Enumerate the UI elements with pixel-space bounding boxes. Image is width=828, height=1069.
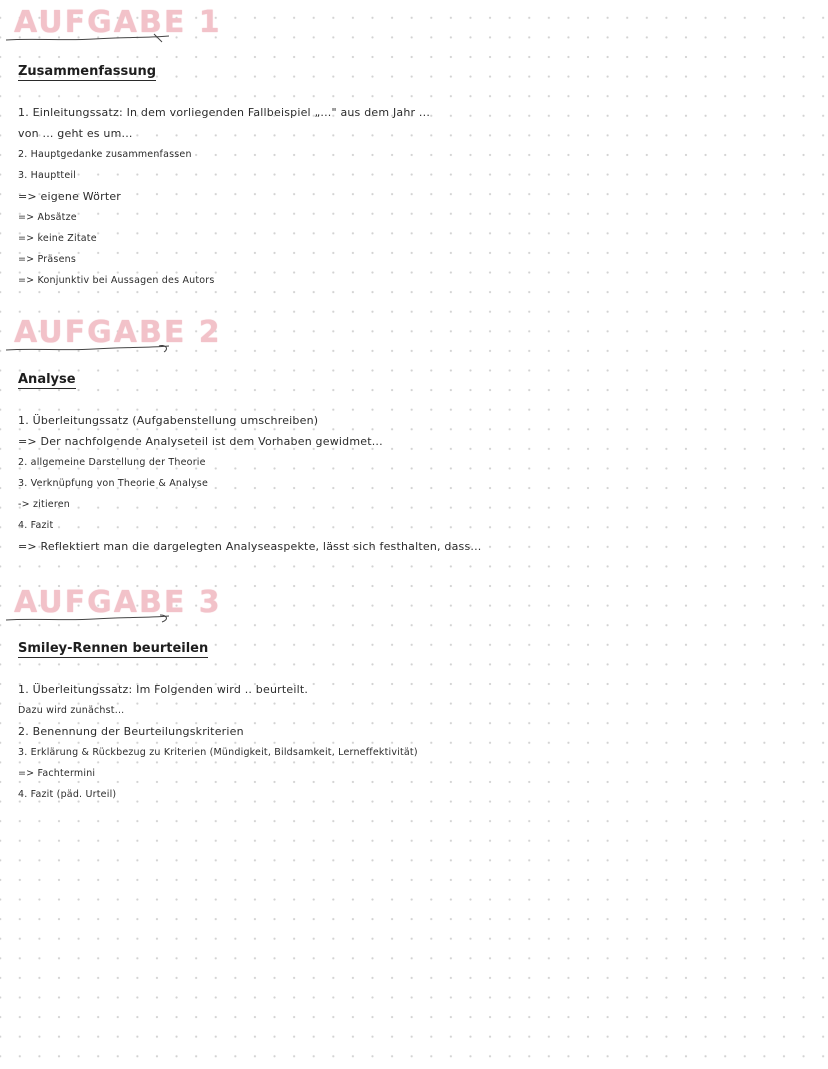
heading-underline-scribble [4, 32, 174, 46]
list-aufgabe-2 [18, 410, 481, 557]
heading-aufgabe-1 [14, 5, 222, 40]
list-item: 2. allgemeine Darstellung der Theorie [18, 457, 206, 468]
list-item: => Präsens [18, 254, 76, 265]
heading-underline-scribble [4, 612, 174, 626]
list-aufgabe-3 [18, 679, 418, 805]
list-item: => Fachtermini [18, 768, 96, 779]
subheading-zusammenfassung: Zusammenfassung [18, 64, 157, 79]
list-item: 1. Einleitungssatz: In dem vorliegenden Fallbeispiel „..." aus dem Jahr ... [18, 106, 431, 119]
list-item: => Konjunktiv bei Aussagen des Autors [18, 275, 215, 286]
list-item: 3. Hauptteil [18, 170, 77, 181]
list-item: 3. Verknüpfung von Theorie & Analyse [18, 478, 208, 489]
list-item: 1. Überleitungssatz (Aufgabenstellung umschreiben) [18, 414, 319, 427]
list-item: 4. Fazit (päd. Urteil) [18, 789, 117, 800]
heading-underline-scribble [4, 342, 174, 356]
heading-text: AUFGABE 2 [14, 315, 222, 350]
list-item: 4. Fazit [18, 520, 54, 531]
list-item: 2. Benennung der Beurteilungskriterien [18, 725, 244, 738]
list-item: => Der nachfolgende Analyseteil ist dem Vorhaben gewidmet... [18, 435, 383, 448]
list-item: 1. Überleitungssatz: Im Folgenden wird .. beurteilt. [18, 683, 309, 696]
list-item: => Reflektiert man die dargelegten Analyseaspekte, lässt sich festhalten, dass... [18, 540, 482, 553]
list-item: 3. Erklärung & Rückbezug zu Kriterien (Mündigkeit, Bildsamkeit, Lerneffektivität) [18, 747, 418, 758]
subheading-analyse: Analyse [18, 372, 76, 387]
list-item: Dazu wird zunächst... [18, 705, 125, 716]
list-aufgabe-1 [18, 102, 430, 291]
list-item: => eigene Wörter [18, 190, 122, 203]
list-item: -> zitieren [18, 499, 71, 510]
heading-text: AUFGABE 1 [14, 5, 222, 40]
heading-aufgabe-2 [14, 315, 222, 350]
list-item: von ... geht es um... [18, 127, 133, 140]
heading-aufgabe-3 [14, 585, 222, 620]
list-item: 2. Hauptgedanke zusammenfassen [18, 149, 192, 160]
list-item: => Absätze [18, 212, 77, 223]
heading-text: AUFGABE 3 [14, 585, 222, 620]
list-item: => keine Zitate [18, 233, 97, 244]
subheading-smiley-rennen: Smiley-Rennen beurteilen [18, 641, 209, 656]
